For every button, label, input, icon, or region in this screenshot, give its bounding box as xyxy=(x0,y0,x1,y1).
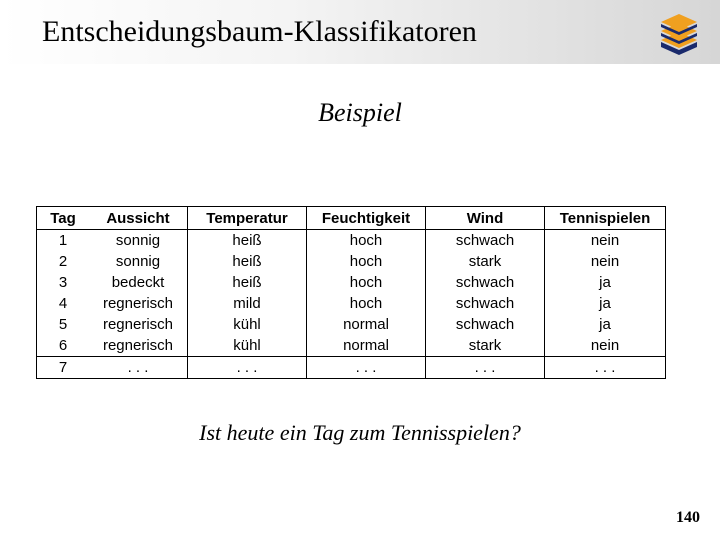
table-cell: stark xyxy=(426,251,545,272)
table-cell: hoch xyxy=(307,272,426,293)
table-cell: kühl xyxy=(188,335,307,357)
table-cell: nein xyxy=(545,251,666,272)
table-row xyxy=(37,293,666,314)
table-cell: regnerisch xyxy=(102,337,174,354)
table-cell: heiß xyxy=(188,251,307,272)
column-header: Aussicht xyxy=(89,207,188,230)
table-cell: ja xyxy=(545,314,666,335)
table-cell: 2 xyxy=(37,251,90,272)
table-row xyxy=(37,335,666,357)
table-row xyxy=(37,357,666,379)
table-row xyxy=(37,314,666,335)
table-cell: schwach xyxy=(426,314,545,335)
table-cell: schwach xyxy=(426,272,545,293)
table-cell: regnerisch xyxy=(102,316,174,333)
table-cell: . . . xyxy=(188,357,307,379)
column-header: Feuchtigkeit xyxy=(307,207,426,230)
table-cell: sonnig xyxy=(115,232,161,249)
table-row xyxy=(37,230,666,252)
table-row xyxy=(37,251,666,272)
table-cell: kühl xyxy=(188,314,307,335)
data-table xyxy=(36,206,666,379)
table-row xyxy=(37,272,666,293)
column-header: Wind xyxy=(426,207,545,230)
question-text: Ist heute ein Tag zum Tennisspielen? xyxy=(199,420,521,445)
data-table-wrapper xyxy=(36,206,666,379)
table-cell: regnerisch xyxy=(102,295,174,312)
table-cell: normal xyxy=(307,335,426,357)
table-cell: stark xyxy=(426,335,545,357)
table-cell: ja xyxy=(545,272,666,293)
table-cell: 6 xyxy=(37,335,90,357)
stacked-layers-logo-icon xyxy=(655,12,703,56)
slide-subtitle: Beispiel xyxy=(318,98,402,127)
table-cell: 3 xyxy=(37,272,90,293)
table-cell: hoch xyxy=(307,230,426,252)
table-cell: ja xyxy=(545,293,666,314)
table-cell: . . . xyxy=(89,357,188,379)
table-cell: 1 xyxy=(37,230,90,252)
table-cell: 5 xyxy=(37,314,90,335)
table-cell: bedeckt xyxy=(111,274,165,291)
table-cell: schwach xyxy=(426,230,545,252)
table-cell: schwach xyxy=(426,293,545,314)
table-cell: 7 xyxy=(37,357,90,379)
slide-title: Entscheidungsbaum-Klassifikatoren xyxy=(42,15,477,48)
table-cell: sonnig xyxy=(115,253,161,270)
column-header: Temperatur xyxy=(188,207,307,230)
table-header-row xyxy=(37,207,666,230)
table-cell: hoch xyxy=(307,251,426,272)
table-cell: heiß xyxy=(188,272,307,293)
table-cell: normal xyxy=(307,314,426,335)
column-header: Tennispielen xyxy=(545,207,666,230)
table-cell: . . . xyxy=(307,357,426,379)
table-cell: nein xyxy=(545,230,666,252)
page-number: 140 xyxy=(676,509,700,526)
table-cell: hoch xyxy=(307,293,426,314)
table-cell: . . . xyxy=(545,357,666,379)
table-cell: 4 xyxy=(37,293,90,314)
table-cell: heiß xyxy=(188,230,307,252)
table-cell: nein xyxy=(545,335,666,357)
table-cell: . . . xyxy=(426,357,545,379)
table-cell: mild xyxy=(188,293,307,314)
column-header: Tag xyxy=(37,207,90,230)
